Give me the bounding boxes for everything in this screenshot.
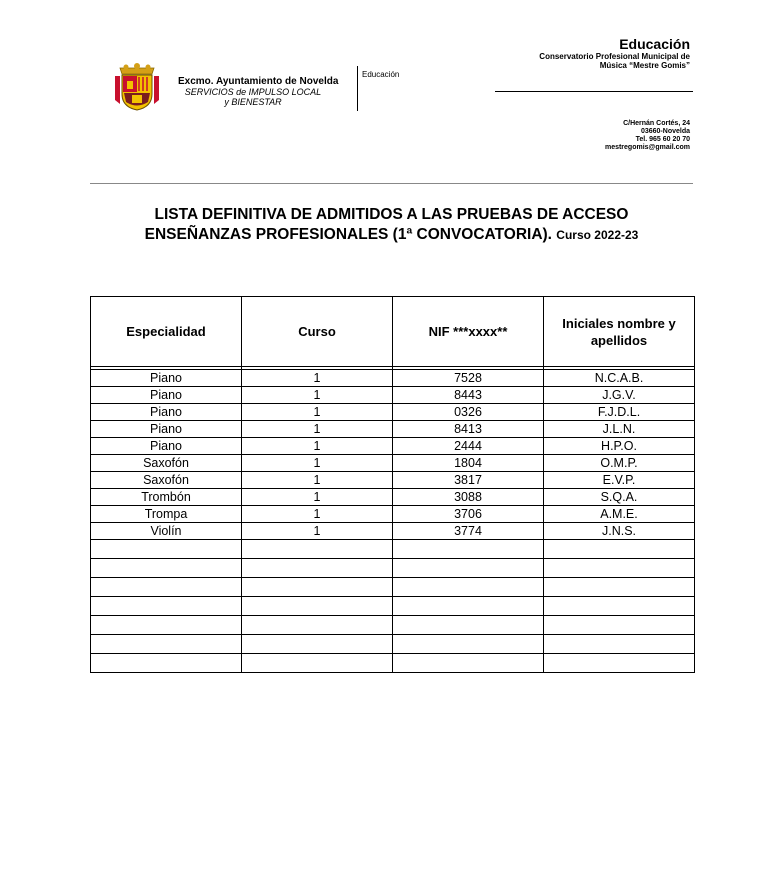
empty-cell — [91, 635, 242, 654]
institution-block — [178, 76, 353, 107]
table-body — [91, 367, 695, 673]
empty-cell — [393, 540, 544, 559]
cell-nif: 0326 — [393, 404, 544, 421]
empty-cell — [544, 597, 695, 616]
empty-cell — [544, 635, 695, 654]
cell-curso: 1 — [242, 472, 393, 489]
cell-curso: 1 — [242, 455, 393, 472]
conservatory-line-2: Música “Mestre Gomis” — [599, 61, 690, 70]
cell-iniciales: J.G.V. — [544, 387, 695, 404]
empty-table-row — [91, 654, 695, 673]
empty-cell — [242, 616, 393, 635]
table-row — [91, 387, 695, 404]
cell-nif: 3817 — [393, 472, 544, 489]
address-street: C/Hernán Cortés, 24 — [623, 120, 690, 127]
cell-curso: 1 — [242, 506, 393, 523]
header-nif: NIF ***xxxx** — [393, 297, 544, 367]
cell-nif: 2444 — [393, 438, 544, 455]
header-divider — [357, 66, 358, 111]
cell-curso: 1 — [242, 438, 393, 455]
table-row — [91, 506, 695, 523]
department-small-label: Educación — [362, 70, 400, 79]
cell-iniciales: N.C.A.B. — [544, 370, 695, 387]
empty-cell — [242, 654, 393, 673]
empty-table-row — [91, 578, 695, 597]
institution-subtitle-1: SERVICIOS de IMPULSO LOCAL — [184, 87, 322, 97]
empty-cell — [91, 540, 242, 559]
department-title: Educación — [619, 36, 690, 52]
cell-nif: 3088 — [393, 489, 544, 506]
empty-table-row — [91, 635, 695, 654]
title-line-2-text: ENSEÑANZAS PROFESIONALES (1ª CONVOCATORIA). — [144, 226, 552, 243]
header-especialidad: Especialidad — [91, 297, 242, 367]
cell-especialidad: Piano — [91, 370, 242, 387]
empty-table-row — [91, 540, 695, 559]
cell-curso: 1 — [242, 523, 393, 540]
address-block — [605, 120, 690, 152]
cell-nif: 8443 — [393, 387, 544, 404]
cell-nif: 3706 — [393, 506, 544, 523]
cell-especialidad: Trompa — [91, 506, 242, 523]
cell-nif: 7528 — [393, 370, 544, 387]
cell-nif: 3774 — [393, 523, 544, 540]
cell-iniciales: S.Q.A. — [544, 489, 695, 506]
cell-especialidad: Piano — [91, 387, 242, 404]
header-curso: Curso — [242, 297, 393, 367]
empty-cell — [544, 559, 695, 578]
empty-cell — [242, 597, 393, 616]
header-separator — [90, 183, 693, 184]
empty-cell — [393, 635, 544, 654]
empty-cell — [91, 654, 242, 673]
empty-cell — [393, 559, 544, 578]
institution-name: Excmo. Ayuntamiento de Novelda — [178, 76, 339, 87]
table-header-row — [91, 297, 695, 367]
empty-cell — [91, 559, 242, 578]
address-email: mestregomis@gmail.com — [604, 144, 690, 151]
cell-curso: 1 — [242, 370, 393, 387]
cell-curso: 1 — [242, 387, 393, 404]
cell-especialidad: Piano — [91, 404, 242, 421]
admitted-list-table — [90, 296, 695, 673]
table-row — [91, 404, 695, 421]
empty-cell — [242, 559, 393, 578]
cell-iniciales: O.M.P. — [544, 455, 695, 472]
curso-label: Curso 2022-23 — [556, 228, 639, 242]
cell-iniciales: E.V.P. — [544, 472, 695, 489]
table-row — [91, 370, 695, 387]
header-iniciales: Iniciales nombre y apellidos — [544, 297, 695, 367]
empty-cell — [242, 578, 393, 597]
coat-of-arms-icon — [112, 62, 162, 112]
table-row — [91, 421, 695, 438]
empty-table-row — [91, 559, 695, 578]
empty-cell — [544, 616, 695, 635]
cell-especialidad: Piano — [91, 421, 242, 438]
cell-especialidad: Trombón — [91, 489, 242, 506]
table-row — [91, 523, 695, 540]
cell-iniciales: F.J.D.L. — [544, 404, 695, 421]
empty-cell — [544, 578, 695, 597]
empty-cell — [393, 597, 544, 616]
empty-cell — [393, 654, 544, 673]
cell-iniciales: A.M.E. — [544, 506, 695, 523]
cell-curso: 1 — [242, 404, 393, 421]
cell-especialidad: Saxofón — [91, 472, 242, 489]
cell-especialidad: Saxofón — [91, 455, 242, 472]
empty-cell — [91, 578, 242, 597]
cell-iniciales: J.N.S. — [544, 523, 695, 540]
table-row — [91, 472, 695, 489]
address-phone: Tel. 965 60 20 70 — [635, 136, 690, 143]
department-underline — [495, 91, 693, 92]
conservatory-line-1: Conservatorio Profesional Municipal de — [539, 52, 690, 61]
empty-table-row — [91, 616, 695, 635]
empty-table-row — [91, 597, 695, 616]
cell-especialidad: Piano — [91, 438, 242, 455]
cell-iniciales: H.P.O. — [544, 438, 695, 455]
empty-cell — [544, 540, 695, 559]
empty-cell — [91, 616, 242, 635]
empty-cell — [91, 597, 242, 616]
department-block — [539, 36, 690, 70]
table-row — [91, 455, 695, 472]
cell-curso: 1 — [242, 421, 393, 438]
cell-nif: 1804 — [393, 455, 544, 472]
cell-nif: 8413 — [393, 421, 544, 438]
empty-cell — [393, 616, 544, 635]
address-city: 03660-Novelda — [640, 128, 690, 135]
cell-curso: 1 — [242, 489, 393, 506]
empty-cell — [393, 578, 544, 597]
empty-cell — [242, 540, 393, 559]
empty-cell — [544, 654, 695, 673]
document-title — [90, 205, 693, 245]
letterhead — [0, 0, 768, 190]
table-row — [91, 438, 695, 455]
cell-especialidad: Violín — [91, 523, 242, 540]
empty-cell — [242, 635, 393, 654]
title-line-2 — [90, 225, 693, 245]
cell-iniciales: J.L.N. — [544, 421, 695, 438]
title-line-1: LISTA DEFINITIVA DE ADMITIDOS A LAS PRUEBAS DE ACCESO — [154, 206, 629, 223]
table-row — [91, 489, 695, 506]
institution-subtitle-2: y BIENESTAR — [224, 97, 282, 107]
